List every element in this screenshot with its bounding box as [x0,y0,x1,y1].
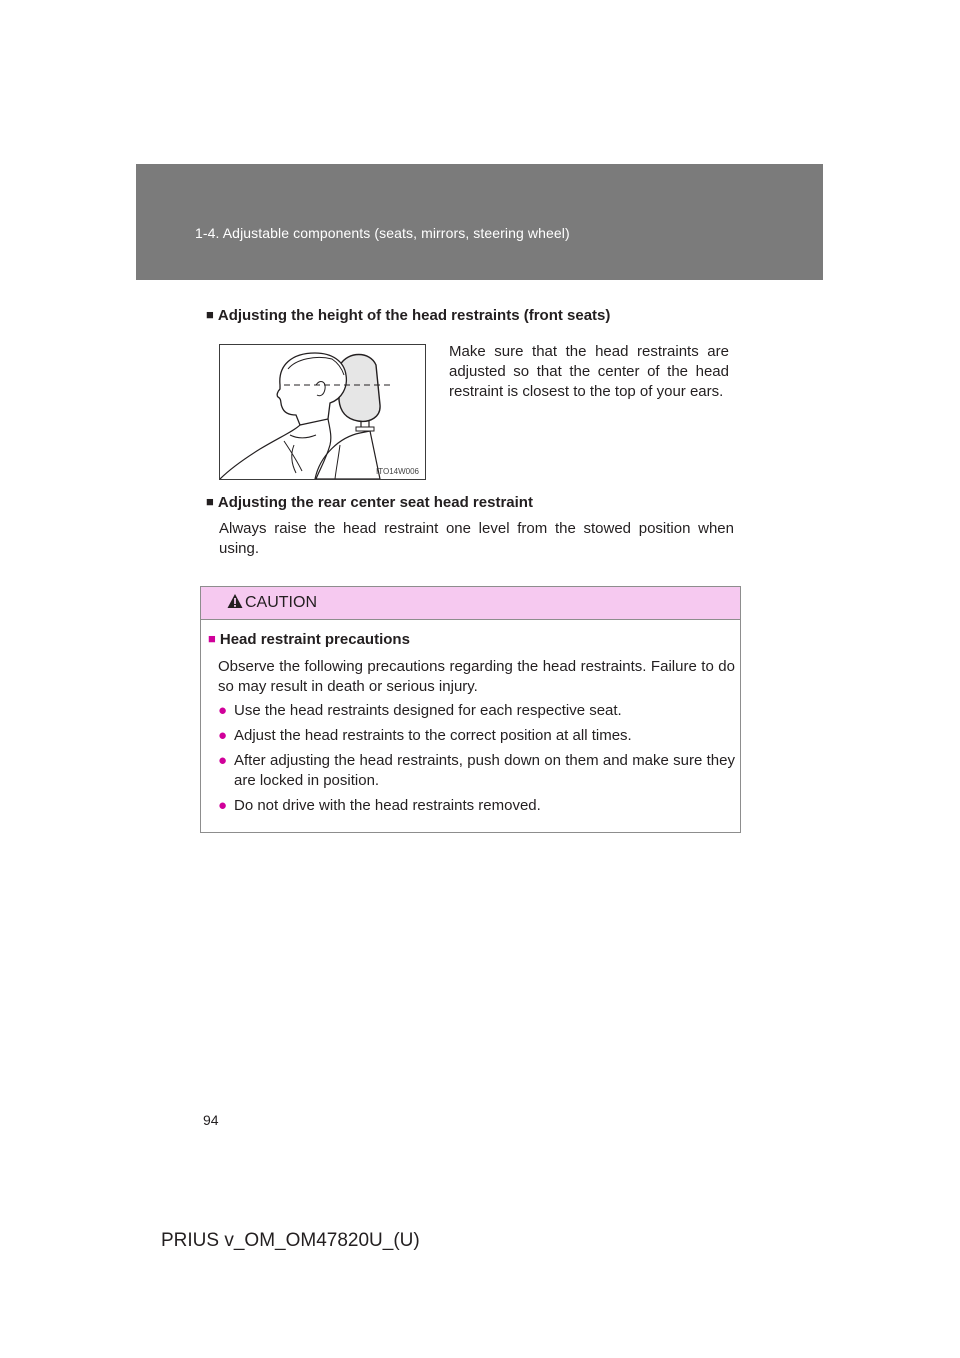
caution-intro: Observe the following precautions regarding the head restraints. Failure to do so may result in death or serious injury. [218,658,735,695]
heading-text: Adjusting the height of the head restraints (front seats) [217,307,611,324]
caution-bullet [218,726,735,746]
heading-rear-center-head-restraint [206,494,533,511]
square-bullet-icon: ■ [206,307,214,322]
illustration-code: ITO14W006 [376,467,419,476]
caution-bullet-text: Adjust the head restraints to the correct position at all times. [234,727,632,744]
section-header-band [136,164,823,280]
square-bullet-icon: ■ [208,631,216,646]
front-head-restraint-description: Make sure that the head restraints are adjusted so that the center of the head restraint is closest to the top of your ears. [449,343,729,400]
caution-bullet-text: Do not drive with the head restraints removed. [234,797,541,814]
page-number: 94 [203,1112,219,1128]
caution-bullet [218,751,735,791]
caution-bullet-text: Use the head restraints designed for each respective seat. [234,702,622,719]
bullet-dot-icon: ● [218,727,228,744]
caution-title: CAUTION [245,594,317,611]
caution-heading [208,631,410,648]
document-footer: PRIUS v_OM_OM47820U_(U) [161,1230,420,1251]
bullet-dot-icon: ● [218,752,228,769]
caution-header [201,587,740,620]
square-bullet-icon: ■ [206,494,214,509]
caution-bullet [218,701,735,721]
heading-front-head-restraints [206,307,610,324]
rear-center-head-restraint-description: Always raise the head restraint one level from the stowed position when using. [219,520,734,557]
caution-bullet [218,796,735,816]
bullet-dot-icon: ● [218,797,228,814]
caution-box [200,586,741,833]
head-restraint-diagram [220,345,425,479]
caution-heading-text: Head restraint precautions [219,631,410,648]
bullet-dot-icon: ● [218,702,228,719]
caution-bullet-text: After adjusting the head restraints, push down on them and make sure they are locked in position. [234,752,735,789]
warning-icon [227,593,243,609]
section-header-title: 1-4. Adjustable components (seats, mirrors, steering wheel) [195,225,570,241]
heading-text: Adjusting the rear center seat head restraint [217,494,533,511]
head-restraint-illustration [219,344,426,480]
